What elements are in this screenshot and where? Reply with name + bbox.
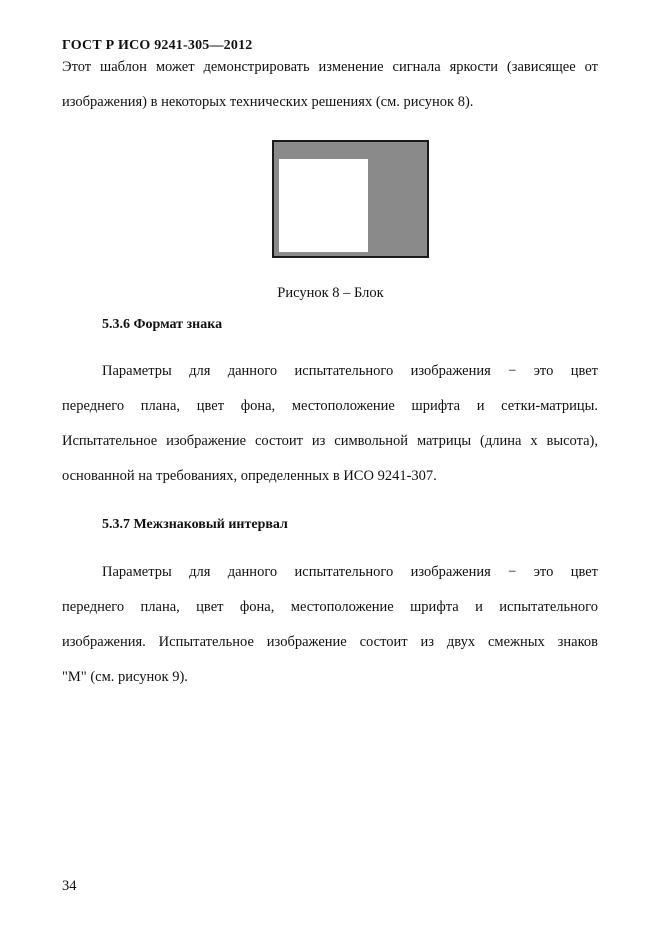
section-5-3-7-line-1: Параметры для данного испытательного изображения − это цвет xyxy=(102,564,598,580)
intro-line-2: изображения) в некоторых технических решениях (см. рисунок 8). xyxy=(62,94,474,110)
section-5-3-6-line-1: Параметры для данного испытательного изображения − это цвет xyxy=(102,363,598,379)
document-header: ГОСТ Р ИСО 9241-305—2012 xyxy=(62,38,253,53)
intro-paragraph xyxy=(62,59,598,111)
section-5-3-7-line-2: переднего плана, цвет фона, местоположение шрифта и испытательного xyxy=(62,599,598,615)
section-5-3-6-line-2: переднего плана, цвет фона, местоположение шрифта и сетки-матрицы. xyxy=(62,398,598,414)
section-5-3-7-paragraph xyxy=(62,564,598,686)
page-number: 34 xyxy=(62,878,77,894)
figure-8-caption: Рисунок 8 – Блок xyxy=(277,285,384,301)
section-5-3-7-line-4: "M" (см. рисунок 9). xyxy=(62,669,188,685)
section-5-3-6-paragraph xyxy=(62,363,598,485)
figure-8-block-image xyxy=(272,140,429,258)
figure-8-white-block xyxy=(279,159,368,252)
intro-line-1: Этот шаблон может демонстрировать изменение сигнала яркости (зависящее от xyxy=(62,59,598,75)
section-5-3-7-heading: 5.3.7 Межзнаковый интервал xyxy=(102,517,288,532)
section-5-3-7-line-3: изображения. Испытательное изображение состоит из двух смежных знаков xyxy=(62,634,598,650)
section-5-3-6-heading: 5.3.6 Формат знака xyxy=(102,317,223,332)
section-5-3-6-line-4: основанной на требованиях, определенных в ИСО 9241-307. xyxy=(62,468,437,484)
section-5-3-6-line-3: Испытательное изображение состоит из символьной матрицы (длина x высота), xyxy=(62,433,598,449)
